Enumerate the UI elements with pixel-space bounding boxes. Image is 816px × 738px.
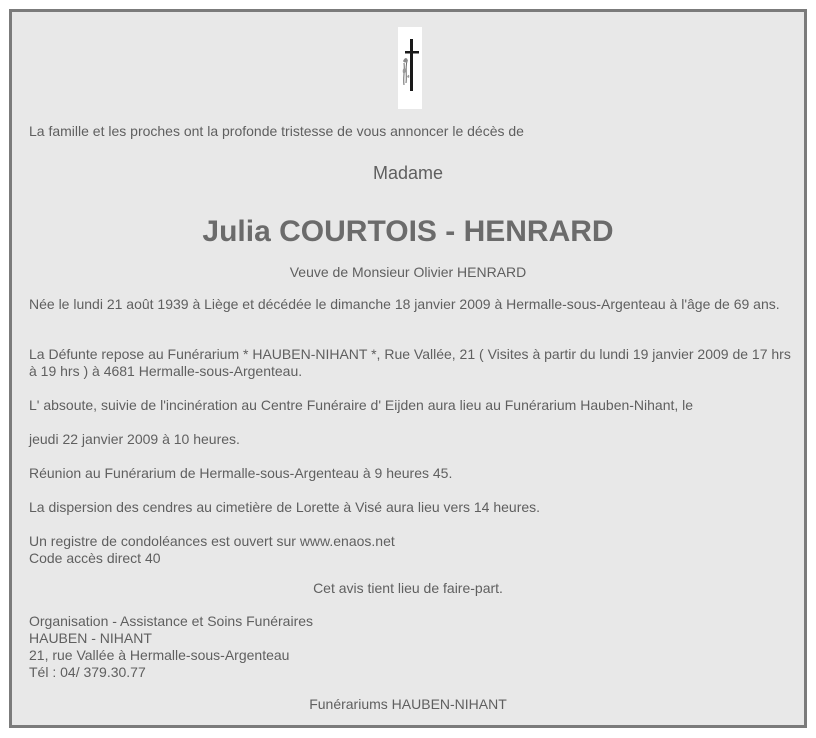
organisation-phone: Tél : 04/ 379.30.77 [29,664,146,680]
intro-text: La famille et les proches ont la profonde tristesse de vous annoncer le décès de [29,123,524,139]
dispersion-text: La dispersion des cendres au cimetière de Lorette à Visé aura lieu vers 14 heures. [29,499,541,515]
organisation-name: HAUBEN - NIHANT [29,630,152,646]
organisation-line: Organisation - Assistance et Soins Funéraires [29,613,314,629]
cross-with-lily-icon [398,27,422,109]
registry-code-text: Code accès direct 40 [29,550,161,566]
visitation-text: La Défunte repose au Funérarium * HAUBEN-NIHANT *, Rue Vallée, 21 ( Visites à partir du lundi 19 janvier 2009 de 17 hrs à 19 hrs ) à 4681 Hermalle-sous-Argenteau. [29,346,791,379]
death-notice-card [9,9,807,728]
organisation-address: 21, rue Vallée à Hermalle-sous-Argenteau [29,647,290,663]
birth-death-text: Née le lundi 21 août 1939 à Liège et décédée le dimanche 18 janvier 2009 à Hermalle-sous-Argenteau à l'âge de 69 ans. [29,296,780,312]
spouse-text: Veuve de Monsieur Olivier HENRARD [289,264,527,280]
title-text: Madame [372,163,444,183]
ceremony-text: L' absoute, suivie de l'incinération au Centre Funéraire d' Eijden aura lieu au Funérarium Hauben-Nihant, le [29,397,694,413]
meeting-text: Réunion au Funérarium de Hermalle-sous-Argenteau à 9 heures 45. [29,465,453,481]
deceased-name: Julia COURTOIS - HENRARD [202,215,614,248]
notice-note: Cet avis tient lieu de faire-part. [313,580,503,596]
registry-text: Un registre de condoléances est ouvert sur www.enaos.net [29,533,395,549]
ceremony-date-text: jeudi 22 janvier 2009 à 10 heures. [29,431,240,447]
footer-text: Funérariums HAUBEN-NIHANT [309,696,507,712]
